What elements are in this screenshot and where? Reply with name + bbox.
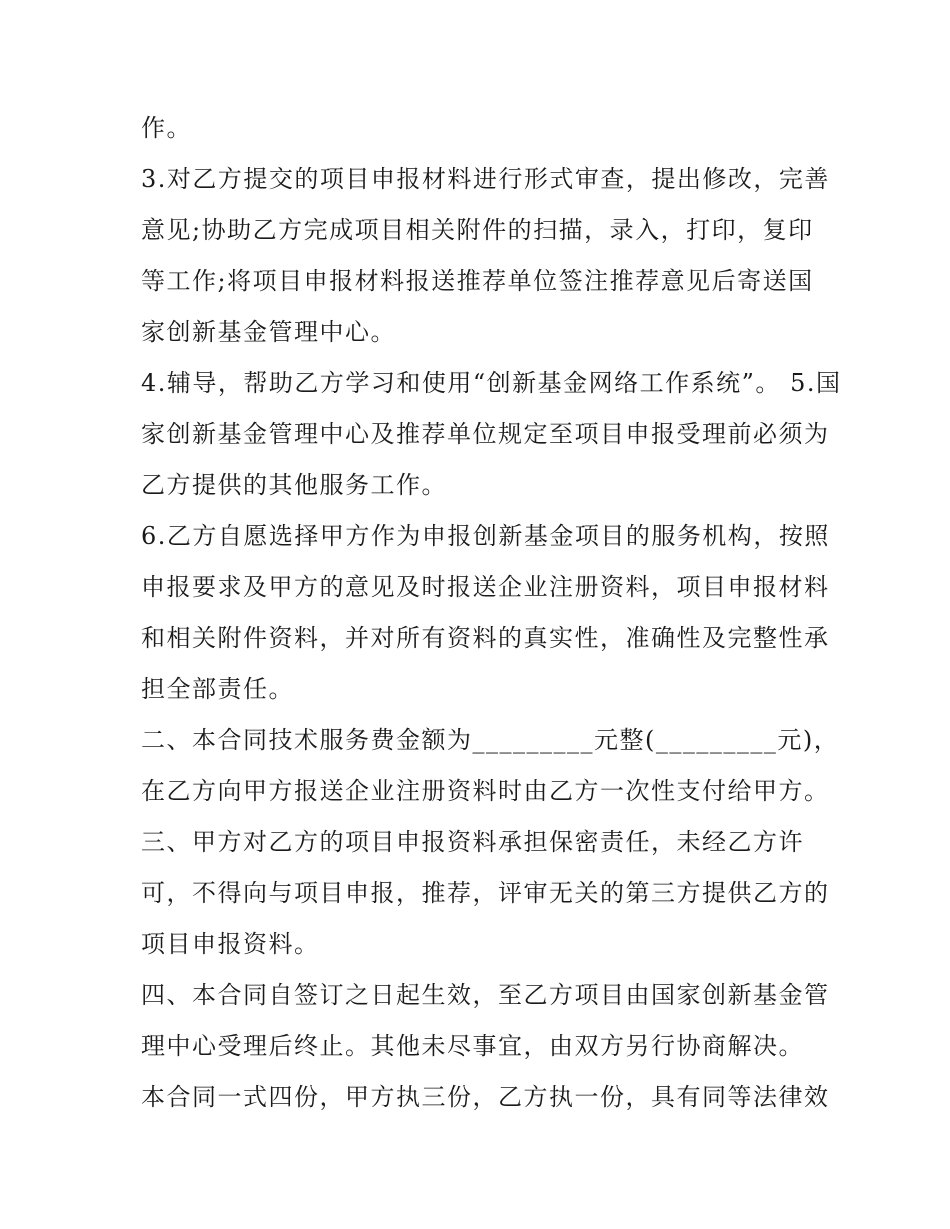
text-line: 乙方提供的其他服务工作。 <box>141 471 447 499</box>
text-line: 本合同一式四份，甲方执三份，乙方执一份，具有同等法律效 <box>141 1083 830 1111</box>
text-line: 担全部责任。 <box>141 675 294 703</box>
text-line: 和相关附件资料，并对所有资料的真实性，准确性及完整性承 <box>141 624 830 652</box>
text-line: 理中心受理后终止。其他未尽事宜，由双方另行协商解决。 <box>141 1032 804 1060</box>
text-line: 4.辅导，帮助乙方学习和使用“创新基金网络工作系统”。 5.国 <box>141 369 842 397</box>
text-line: 项目申报资料。 <box>141 930 320 958</box>
text-line: 可，不得向与项目申报，推荐，评审无关的第三方提供乙方的 <box>141 879 830 907</box>
text-line: 四、本合同自签订之日起生效，至乙方项目由国家创新基金管 <box>141 981 830 1009</box>
text-line: 在乙方向甲方报送企业注册资料时由乙方一次性支付给甲方。 <box>141 777 830 805</box>
text-line: 申报要求及甲方的意见及时报送企业注册资料，项目申报材料 <box>141 573 830 601</box>
document-body <box>141 103 842 1123</box>
text-line: 三、甲方对乙方的项目申报资料承担保密责任，未经乙方许 <box>141 828 804 856</box>
text-line: 二、本合同技术服务费金额为_________元整(_________元)， <box>141 726 840 754</box>
text-line: 6.乙方自愿选择甲方作为申报创新基金项目的服务机构，按照 <box>141 522 830 550</box>
text-line: 意见;协助乙方完成项目相关附件的扫描，录入，打印，复印 <box>141 216 814 244</box>
text-line: 家创新基金管理中心。 <box>141 318 396 346</box>
text-line: 3.对乙方提交的项目申报材料进行形式审查，提出修改，完善 <box>141 165 830 193</box>
text-line: 家创新基金管理中心及推荐单位规定至项目申报受理前必须为 <box>141 420 830 448</box>
text-line: 作。 <box>141 114 192 142</box>
text-line: 等工作;将项目申报材料报送推荐单位签注推荐意见后寄送国 <box>141 267 814 295</box>
